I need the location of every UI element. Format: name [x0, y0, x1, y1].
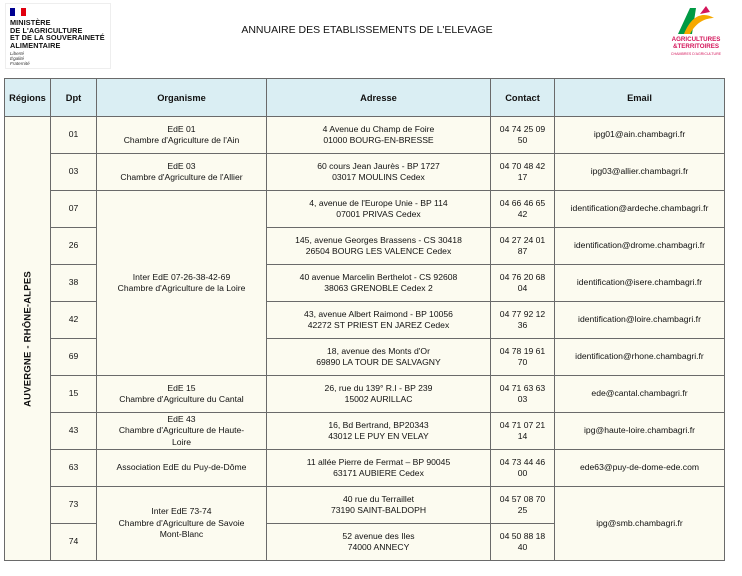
adresse-line: 15002 AURILLAC — [344, 394, 413, 404]
organisme-line: Chambre d'Agriculture de Haute- — [118, 425, 245, 436]
adresse-line: 16, Bd Bertrand, BP20343 — [328, 419, 429, 430]
adresse-line: 60 cours Jean Jaurès - BP 1727 — [317, 160, 440, 171]
adresse-line: 69890 LA TOUR DE SALVAGNY — [316, 357, 441, 367]
contact-phone: 04 70 48 42 17 — [491, 154, 555, 191]
adresse-cell — [267, 265, 491, 302]
contact-phone: 04 77 92 12 36 — [491, 302, 555, 339]
region-label: AUVERGNE - RHÔNE-ALPES — [21, 270, 33, 407]
contact-phone: 04 66 46 65 42 — [491, 191, 555, 228]
contact-phone: 04 78 19 61 70 — [491, 339, 555, 376]
table-row — [5, 487, 725, 524]
chambres-agriculture-emblem-icon — [670, 4, 722, 36]
contact-phone: 04 57 08 70 25 — [491, 487, 555, 524]
organisme-cell — [97, 117, 267, 154]
logo-text-agricultures: AGRICULTURES — [671, 36, 721, 43]
column-header-regions: Régions — [5, 79, 51, 117]
republique-francaise-logo — [6, 4, 110, 68]
email-cell: identification@isere.chambagri.fr — [555, 265, 725, 302]
dpt-cell: 43 — [51, 413, 97, 450]
table-row — [5, 413, 725, 450]
logo-text-territoires: &TERRITOIRES — [673, 43, 719, 50]
organisme-line: EdE 43 — [167, 413, 196, 424]
column-header-adresse: Adresse — [267, 79, 491, 117]
adresse-cell — [267, 339, 491, 376]
table-row — [5, 117, 725, 154]
adresse-line: 03017 MOULINS Cedex — [332, 172, 425, 182]
email-cell: ipg@haute-loire.chambagri.fr — [555, 413, 725, 450]
organisme-cell — [97, 191, 267, 376]
table-row — [5, 450, 725, 487]
adresse-cell — [267, 413, 491, 450]
adresse-line: 42272 ST PRIEST EN JAREZ Cedex — [307, 320, 450, 330]
adresse-line: 63171 AUBIERE Cedex — [333, 468, 424, 478]
dpt-cell: 01 — [51, 117, 97, 154]
organisme-line: Mont-Blanc — [159, 529, 204, 540]
contact-phone: 04 74 25 09 50 — [491, 117, 555, 154]
organisme-line: EdE 03 — [167, 160, 196, 171]
email-cell: identification@loire.chambagri.fr — [555, 302, 725, 339]
email-cell: identification@rhone.chambagri.fr — [555, 339, 725, 376]
motto-line: Liberté — [10, 51, 25, 56]
adresse-line: 38063 GRENOBLE Cedex 2 — [324, 283, 433, 293]
motto-line: Égalité — [10, 56, 25, 61]
contact-line: 04 73 44 46 — [499, 456, 546, 467]
french-flag-icon — [10, 8, 26, 16]
adresse-line: 4 Avenue du Champ de Foire — [322, 123, 435, 134]
table-header-row — [5, 79, 725, 117]
adresse-line: 74000 ANNECY — [347, 542, 410, 552]
column-header-contact: Contact — [491, 79, 555, 117]
page-header — [0, 0, 742, 76]
organisme-cell — [97, 376, 267, 413]
organisme-line: EdE 01 — [167, 123, 196, 134]
dpt-cell: 38 — [51, 265, 97, 302]
adresse-line: 40 avenue Marcelin Berthelot - CS 92608 — [299, 271, 458, 282]
contact-phone: 04 71 07 21 14 — [491, 413, 555, 450]
adresse-line: 26, rue du 139° R.I - BP 239 — [324, 382, 433, 393]
adresse-line: 4, avenue de l'Europe Unie - BP 114 — [309, 197, 448, 208]
logo-text-chambres: CHAMBRES D'AGRICULTURE — [670, 52, 722, 56]
adresse-line: 145, avenue Georges Brassens - CS 30418 — [295, 234, 462, 245]
dpt-cell: 69 — [51, 339, 97, 376]
email-cell: ipg03@allier.chambagri.fr — [555, 154, 725, 191]
adresse-line: 01000 BOURG-EN-BRESSE — [323, 135, 434, 145]
column-header-dpt: Dpt — [51, 79, 97, 117]
adresse-cell — [267, 450, 491, 487]
organisme-cell — [97, 413, 267, 450]
email-cell: identification@ardeche.chambagri.fr — [555, 191, 725, 228]
ministry-name-line: ET DE LA SOUVERAINETÉ — [10, 33, 105, 43]
adresse-cell — [267, 191, 491, 228]
organisme-line: Chambre d'Agriculture de la Loire — [117, 283, 246, 293]
region-cell — [5, 117, 51, 561]
contact-phone — [491, 450, 555, 487]
adresse-cell — [267, 117, 491, 154]
email-cell: ipg@smb.chambagri.fr — [555, 487, 725, 561]
adresse-line: 40 rue du Terraillet — [342, 493, 415, 504]
flag-red-stripe — [21, 8, 26, 16]
adresse-line: 07001 PRIVAS Cedex — [336, 209, 421, 219]
adresse-line: 43012 LE PUY EN VELAY — [328, 431, 429, 441]
adresse-cell — [267, 376, 491, 413]
adresse-cell — [267, 487, 491, 524]
document-title: ANNUAIRE DES ETABLISSEMENTS DE L'ELEVAGE — [241, 24, 493, 36]
email-cell: ede63@puy-de-dome-ede.com — [555, 450, 725, 487]
adresse-cell — [267, 524, 491, 561]
dpt-cell: 07 — [51, 191, 97, 228]
contact-phone: 04 50 88 18 40 — [491, 524, 555, 561]
adresse-cell — [267, 154, 491, 191]
adresse-line: 18, avenue des Monts d'Or — [327, 345, 430, 356]
directory-table — [4, 78, 725, 561]
dpt-cell: 73 — [51, 487, 97, 524]
contact-phone: 04 76 20 68 04 — [491, 265, 555, 302]
organisme-line: EdE 15 — [167, 382, 196, 393]
organisme-line: Inter EdE 73-74 — [151, 506, 212, 517]
contact-phone: 04 27 24 01 87 — [491, 228, 555, 265]
table-row — [5, 154, 725, 191]
column-header-organisme: Organisme — [97, 79, 267, 117]
adresse-line: 26504 BOURG LES VALENCE Cedex — [305, 246, 452, 256]
dpt-cell: 26 — [51, 228, 97, 265]
organisme-line: Chambre d'Agriculture de l'Allier — [120, 172, 243, 182]
adresse-line: 73190 SAINT-BALDOPH — [330, 505, 427, 515]
adresse-line: 52 avenue des Iles — [342, 530, 415, 541]
organisme-cell — [97, 450, 267, 487]
adresse-cell — [267, 228, 491, 265]
chambres-agriculture-logo — [660, 4, 732, 60]
republic-motto — [10, 51, 30, 66]
ministry-name-line: MINISTÈRE — [10, 18, 51, 27]
dpt-cell: 03 — [51, 154, 97, 191]
organisme-line: Loire — [171, 436, 192, 447]
organisme-line: Chambre d'Agriculture de l'Ain — [123, 135, 240, 145]
email-cell: ede@cantal.chambagri.fr — [555, 376, 725, 413]
organisme-line: Inter EdE 07-26-38-42-69 — [132, 271, 231, 282]
dpt-cell: 15 — [51, 376, 97, 413]
organisme-cell — [97, 487, 267, 561]
adresse-line: 43, avenue Albert Raimond - BP 10056 — [304, 308, 453, 319]
email-cell: identification@drome.chambagri.fr — [555, 228, 725, 265]
dpt-cell: 42 — [51, 302, 97, 339]
table-row — [5, 376, 725, 413]
dpt-cell: 63 — [51, 450, 97, 487]
table-row — [5, 191, 725, 228]
ministry-name-line: ALIMENTAIRE — [10, 40, 61, 50]
contact-line: 00 — [517, 468, 528, 478]
dpt-cell: 74 — [51, 524, 97, 561]
organisme-line: Chambre d'Agriculture de Savoie — [118, 517, 245, 528]
ministry-name — [10, 19, 105, 49]
organisme-cell — [97, 154, 267, 191]
organisme-line: Association EdE du Puy-de-Dôme — [116, 462, 247, 473]
column-header-email: Email — [555, 79, 725, 117]
contact-phone: 04 71 63 63 03 — [491, 376, 555, 413]
adresse-line: 11 allée Pierre de Fermat – BP 90045 — [306, 456, 451, 467]
adresse-cell — [267, 302, 491, 339]
organisme-line: Chambre d'Agriculture du Cantal — [119, 394, 244, 404]
motto-line: Fraternité — [10, 61, 30, 66]
email-cell: ipg01@ain.chambagri.fr — [555, 117, 725, 154]
ministry-name-line: DE L'AGRICULTURE — [10, 25, 83, 35]
